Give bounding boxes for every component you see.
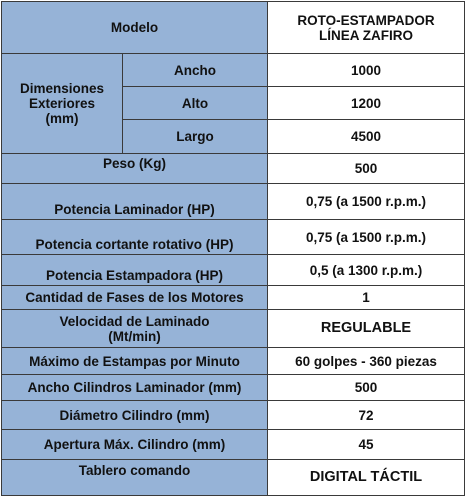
lamination-speed-label-line2: (Mt/min) <box>108 328 161 344</box>
cylinder-diameter-label: Diámetro Cilindro (mm) <box>2 401 268 430</box>
weight-value: 500 <box>268 154 465 184</box>
model-value-line2: LÍNEA ZAFIRO <box>319 27 413 43</box>
lamination-speed-label <box>2 310 268 348</box>
motor-phases-label: Cantidad de Fases de los Motores <box>2 286 268 310</box>
stamper-power-value: 0,5 (a 1300 r.p.m.) <box>268 255 465 286</box>
model-value-line1: ROTO-ESTAMPADOR <box>297 12 435 28</box>
model-label: Modelo <box>2 2 268 54</box>
dimension-width-value: 1000 <box>268 54 465 87</box>
table-row <box>2 184 465 220</box>
table-row <box>2 286 465 310</box>
rotary-cutter-power-value: 0,75 (a 1500 r.p.m.) <box>268 220 465 255</box>
dimensions-label-line1: Dimensiones <box>19 81 105 96</box>
cylinder-width-label: Ancho Cilindros Laminador (mm) <box>2 375 268 401</box>
max-stamps-value: 60 golpes - 360 piezas <box>268 348 465 375</box>
table-row <box>2 401 465 430</box>
cylinder-diameter-value: 72 <box>268 401 465 430</box>
dimension-length-label: Largo <box>123 120 268 154</box>
dimension-width-label: Ancho <box>123 54 268 87</box>
table-row <box>2 460 465 496</box>
dimensions-label <box>2 54 123 154</box>
table-row <box>2 220 465 255</box>
control-panel-label: Tablero comando <box>2 460 268 496</box>
table-row <box>2 375 465 401</box>
table-row <box>2 430 465 460</box>
lamination-speed-value: REGULABLE <box>268 310 465 348</box>
table-row <box>2 54 465 87</box>
model-value <box>268 2 465 54</box>
table-row <box>2 2 465 54</box>
weight-label: Peso (Kg) <box>2 154 268 184</box>
table-row <box>2 310 465 348</box>
max-stamps-label: Máximo de Estampas por Minuto <box>2 348 268 375</box>
spec-table <box>1 1 465 496</box>
control-panel-value: DIGITAL TÁCTIL <box>268 460 465 496</box>
stamper-power-label: Potencia Estampadora (HP) <box>2 255 268 286</box>
table-row <box>2 154 465 184</box>
rotary-cutter-power-label: Potencia cortante rotativo (HP) <box>2 220 268 255</box>
lamination-speed-label-line1: Velocidad de Laminado <box>59 313 210 329</box>
cylinder-width-value: 500 <box>268 375 465 401</box>
table-row <box>2 255 465 286</box>
cylinder-opening-value: 45 <box>268 430 465 460</box>
dimension-length-value: 4500 <box>268 120 465 154</box>
table-row <box>2 348 465 375</box>
dimensions-label-line3: (mm) <box>45 111 79 126</box>
cylinder-opening-label: Apertura Máx. Cilindro (mm) <box>2 430 268 460</box>
dimensions-label-line2: Exteriores <box>28 96 96 111</box>
dimension-height-label: Alto <box>123 87 268 120</box>
dimension-height-value: 1200 <box>268 87 465 120</box>
laminator-power-label: Potencia Laminador (HP) <box>2 184 268 220</box>
laminator-power-value: 0,75 (a 1500 r.p.m.) <box>268 184 465 220</box>
motor-phases-value: 1 <box>268 286 465 310</box>
